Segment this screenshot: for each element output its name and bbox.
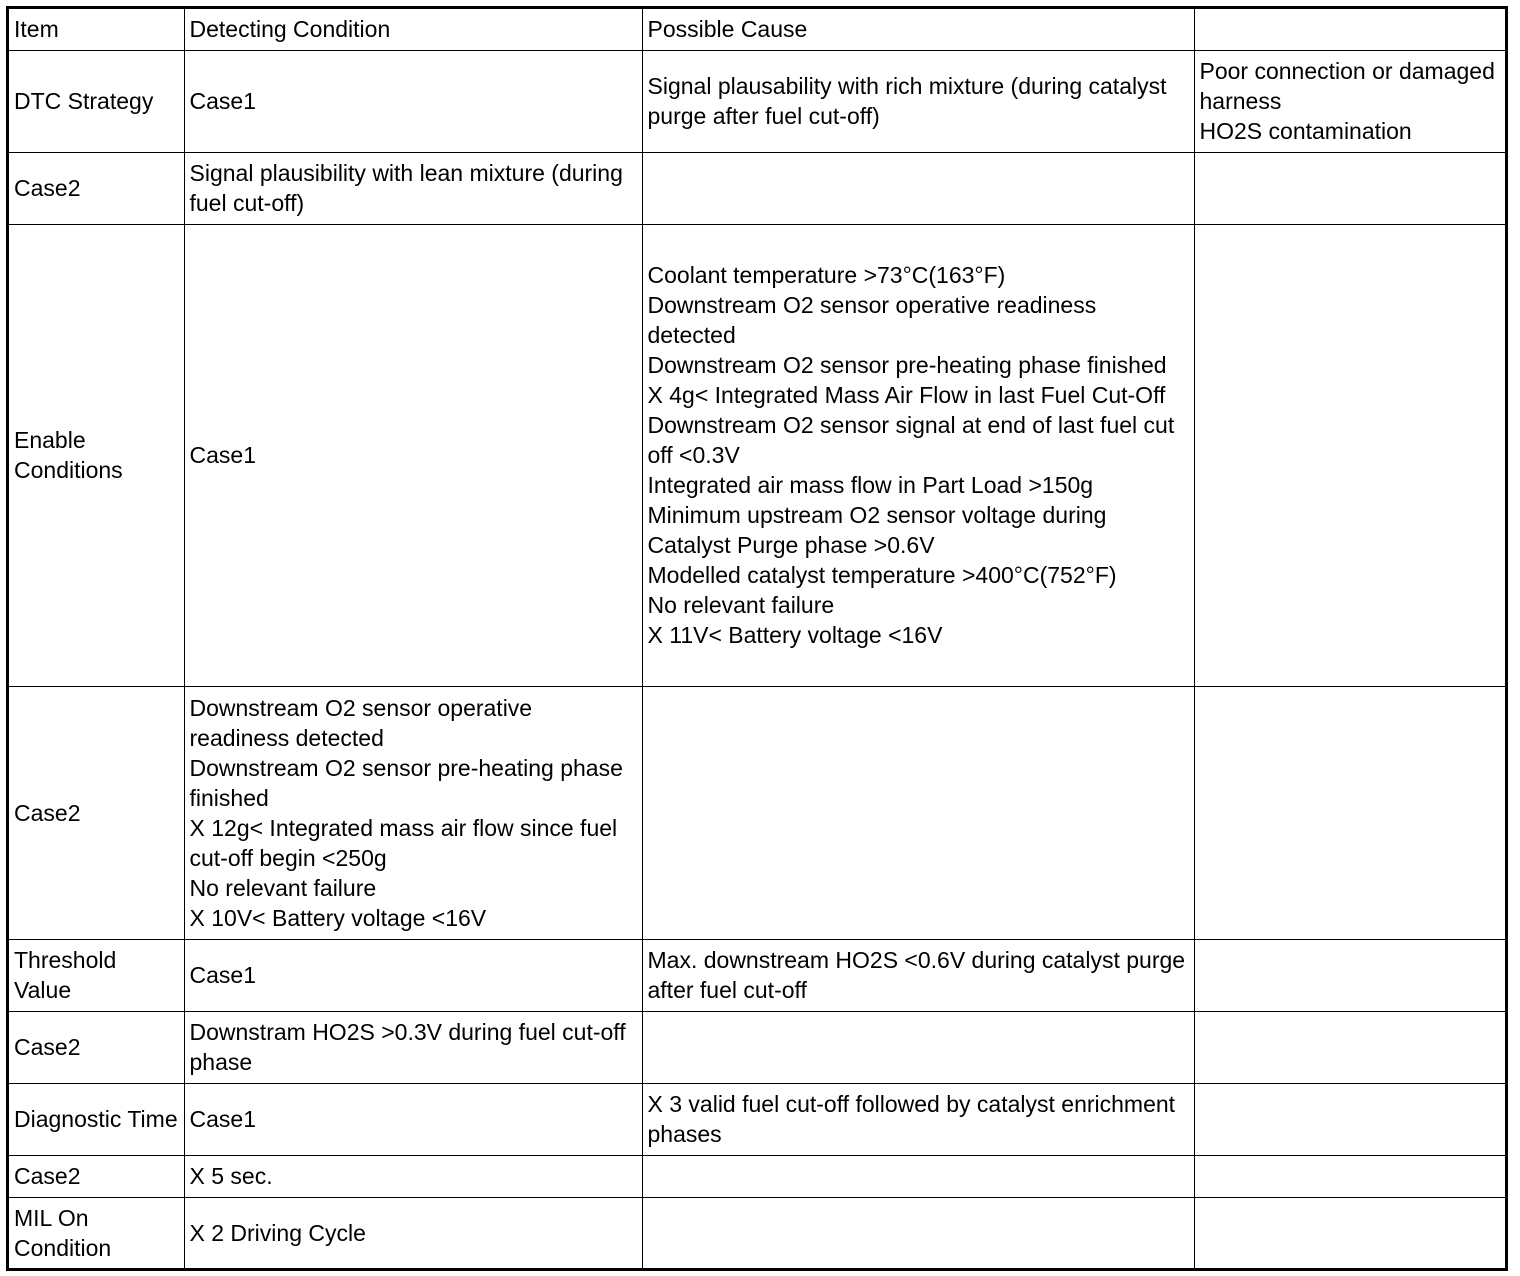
- cell-detecting-condition: Case1: [184, 50, 642, 152]
- table-row: [9, 1083, 1505, 1155]
- cell-possible-cause: [642, 1197, 1194, 1268]
- cell-item: DTC Strategy: [9, 50, 184, 152]
- cell-detecting-condition: Downstream O2 sensor operative readiness detected Downstream O2 sensor pre-heating phase finished X 12g< Integrated mass air flow since fuel cut-off begin <250g No relevant failure X 10V< Battery voltage <16V: [184, 686, 642, 939]
- cell-extra: [1194, 152, 1505, 224]
- cell-item: MIL On Condition: [9, 1197, 184, 1268]
- table-row: [9, 939, 1505, 1011]
- cell-extra: Poor connection or damaged harness HO2S contamination: [1194, 50, 1505, 152]
- cell-item: Diagnostic Time: [9, 1083, 184, 1155]
- header-item: Item: [9, 9, 184, 50]
- cell-extra: [1194, 1011, 1505, 1083]
- dtc-spec-table: [9, 9, 1505, 1268]
- cell-possible-cause: X 3 valid fuel cut-off followed by catalyst enrichment phases: [642, 1083, 1194, 1155]
- table-row: [9, 1155, 1505, 1197]
- cell-detecting-condition: X 5 sec.: [184, 1155, 642, 1197]
- cell-detecting-condition: X 2 Driving Cycle: [184, 1197, 642, 1268]
- cell-possible-cause: Max. downstream HO2S <0.6V during catalyst purge after fuel cut-off: [642, 939, 1194, 1011]
- header-blank: [1194, 9, 1505, 50]
- header-detecting-condition: Detecting Condition: [184, 9, 642, 50]
- cell-detecting-condition: Case1: [184, 939, 642, 1011]
- cell-item: Case2: [9, 1011, 184, 1083]
- cell-possible-cause: [642, 152, 1194, 224]
- table-row: [9, 1011, 1505, 1083]
- cell-item: Case2: [9, 686, 184, 939]
- cell-detecting-condition: Downstram HO2S >0.3V during fuel cut-off phase: [184, 1011, 642, 1083]
- cell-item: Case2: [9, 152, 184, 224]
- cell-possible-cause: [642, 1155, 1194, 1197]
- cell-extra: [1194, 1083, 1505, 1155]
- cell-item: Enable Conditions: [9, 224, 184, 686]
- cell-detecting-condition: Case1: [184, 224, 642, 686]
- cell-detecting-condition: Signal plausibility with lean mixture (during fuel cut-off): [184, 152, 642, 224]
- cell-item: Case2: [9, 1155, 184, 1197]
- cell-possible-cause: Signal plausability with rich mixture (during catalyst purge after fuel cut-off): [642, 50, 1194, 152]
- table-row: [9, 1197, 1505, 1268]
- cell-possible-cause: [642, 1011, 1194, 1083]
- cell-extra: [1194, 1155, 1505, 1197]
- table-row: [9, 152, 1505, 224]
- table-row: [9, 224, 1505, 686]
- cell-extra: [1194, 224, 1505, 686]
- dtc-spec-sheet: [6, 6, 1508, 1271]
- table-row: [9, 686, 1505, 939]
- cell-item: Threshold Value: [9, 939, 184, 1011]
- cell-detecting-condition: Case1: [184, 1083, 642, 1155]
- cell-extra: [1194, 1197, 1505, 1268]
- cell-possible-cause: [642, 686, 1194, 939]
- header-possible-cause: Possible Cause: [642, 9, 1194, 50]
- table-row: [9, 50, 1505, 152]
- table-header-row: [9, 9, 1505, 50]
- cell-possible-cause: Coolant temperature >73°C(163°F) Downstream O2 sensor operative readiness detected Downstream O2 sensor pre-heating phase finished X 4g< Integrated Mass Air Flow in last Fuel Cut-Off Downstream O2 sensor signal at end of last fuel cut off <0.3V Integrated air mass flow in Part Load >150g Minimum upstream O2 sensor voltage during Catalyst Purge phase >0.6V Modelled catalyst temperature >400°C(752°F) No relevant failure X 11V< Battery voltage <16V: [642, 224, 1194, 686]
- cell-extra: [1194, 686, 1505, 939]
- cell-extra: [1194, 939, 1505, 1011]
